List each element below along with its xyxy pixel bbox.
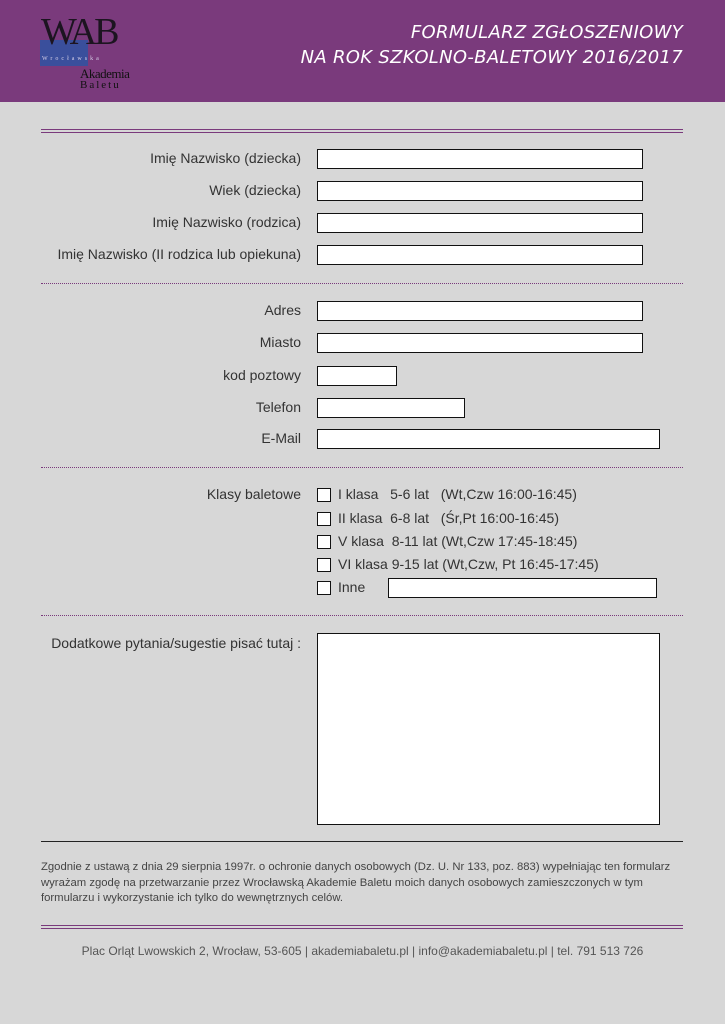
class-option-label: VI klasa 9-15 lat (Wt,Czw, Pt 16:45-17:45): [338, 556, 599, 572]
logo-strip-text: Wrocławska: [42, 56, 102, 62]
section-divider: [41, 283, 683, 284]
questions-textarea[interactable]: [317, 633, 660, 825]
academy-logo: [38, 11, 138, 91]
parent-name-label: Imię Nazwisko (rodzica): [152, 214, 301, 230]
form-title-line1: FORMULARZ ZGŁOSZENIOWY: [410, 22, 683, 43]
class-option-label: II klasa 6-8 lat (Śr,Pt 16:00-16:45): [338, 510, 559, 526]
questions-label: Dodatkowe pytania/sugestie pisać tutaj :: [51, 635, 301, 651]
legal-divider: [41, 841, 683, 842]
other-option-label: Inne: [338, 579, 366, 595]
phone-field[interactable]: [317, 398, 465, 418]
logo-baletu: Baletu: [80, 79, 121, 91]
postal-code-field[interactable]: [317, 366, 397, 386]
top-divider: [41, 129, 683, 133]
footer-contact: Plac Orląt Lwowskich 2, Wrocław, 53-605 | akademiabaletu.pl | info@akademiabaletu.pl | tel. 791 513 726: [81, 944, 644, 958]
city-label: Miasto: [259, 334, 301, 350]
other-option-checkbox[interactable]: [317, 581, 331, 595]
city-field[interactable]: [317, 333, 643, 353]
address-field[interactable]: [317, 301, 643, 321]
child-name-label: Imię Nazwisko (dziecka): [150, 150, 301, 166]
parent2-name-label: Imię Nazwisko (II rodzica lub opiekuna): [57, 246, 301, 262]
child-name-field[interactable]: [317, 149, 643, 169]
header-banner: [0, 0, 725, 102]
section-divider: [41, 615, 683, 616]
class-option-checkbox[interactable]: [317, 512, 331, 526]
other-class-field[interactable]: [388, 578, 657, 598]
form-title: [301, 20, 683, 70]
class-option-checkbox[interactable]: [317, 558, 331, 572]
parent-name-field[interactable]: [317, 213, 643, 233]
child-age-field[interactable]: [317, 181, 643, 201]
logo-letters: WAB: [41, 11, 117, 53]
class-option-checkbox[interactable]: [317, 488, 331, 502]
email-label: E-Mail: [261, 430, 301, 446]
email-field[interactable]: [317, 429, 660, 449]
bottom-divider: [41, 925, 683, 929]
class-option-checkbox[interactable]: [317, 535, 331, 549]
form-title-line2: NA ROK SZKOLNO-BALETOWY 2016/2017: [300, 47, 683, 68]
child-age-label: Wiek (dziecka): [209, 182, 301, 198]
postal-code-label: kod poztowy: [223, 367, 301, 383]
class-option-label: I klasa 5-6 lat (Wt,Czw 16:00-16:45): [338, 486, 577, 502]
classes-label: Klasy baletowe: [206, 486, 301, 502]
parent2-name-field[interactable]: [317, 245, 643, 265]
logo-akademia: Akademia: [80, 66, 130, 81]
class-option-label: V klasa 8-11 lat (Wt,Czw 17:45-18:45): [338, 533, 578, 549]
data-protection-notice: Zgodnie z ustawą z dnia 29 sierpnia 1997r. o ochronie danych osobowych (Dz. U. Nr 133, poz. 883) wypełniając ten formularz wyrażam zgodę na przetwarzanie przez Wrocławską Akademie Baletu moich danych osobowych zamieszczonych w tym formularzu i wykorzystanie ich tylko do wewnętrznych celów.: [41, 861, 671, 904]
section-divider: [41, 467, 683, 468]
phone-label: Telefon: [255, 399, 301, 415]
address-label: Adres: [264, 302, 301, 318]
